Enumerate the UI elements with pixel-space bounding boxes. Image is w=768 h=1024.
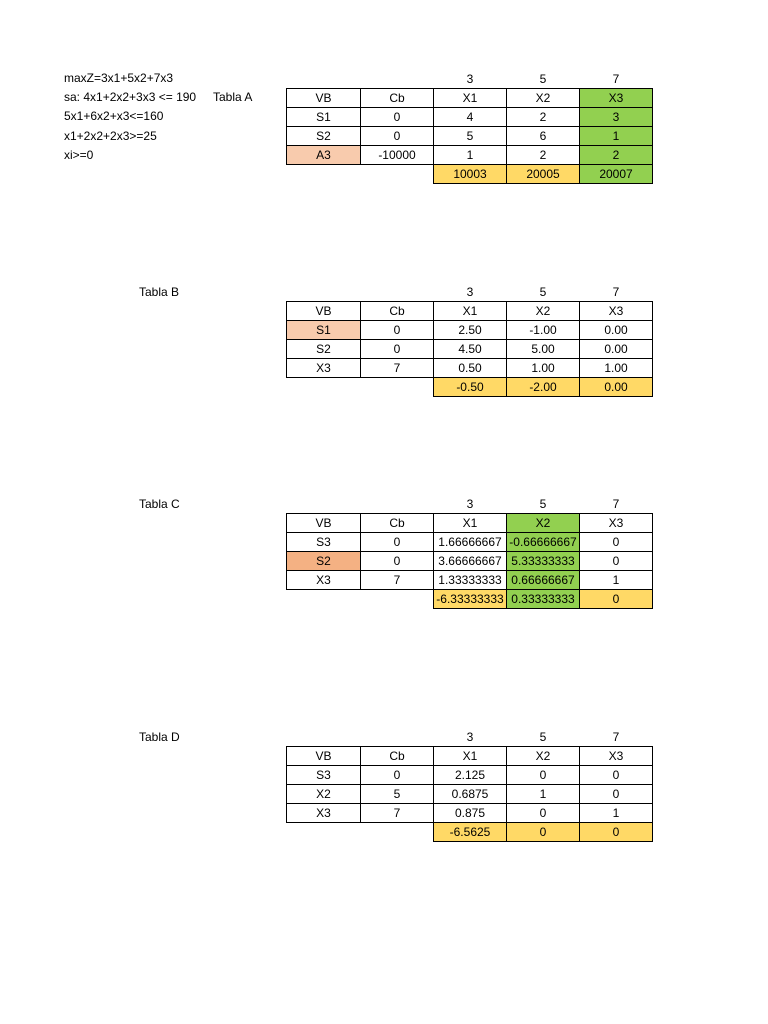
cell: 0 <box>361 766 434 785</box>
header-row <box>287 747 653 766</box>
table-d <box>286 728 653 842</box>
coef-x3: 7 <box>612 72 620 86</box>
cell: 7 <box>361 359 434 378</box>
cell: 2.125 <box>434 766 507 785</box>
table-row <box>287 146 653 165</box>
cell: 3 <box>580 108 653 127</box>
cell: 1 <box>580 127 653 146</box>
z-cell: -2.00 <box>507 378 580 397</box>
z-cell: 20007 <box>580 165 653 184</box>
z-cell: 0 <box>580 823 653 842</box>
cell: 1 <box>434 146 507 165</box>
cell: 0.00 <box>580 321 653 340</box>
cell: S2 <box>287 552 361 571</box>
coef-x2: 5 <box>539 72 547 86</box>
table-row <box>287 127 653 146</box>
cell: 4.50 <box>434 340 507 359</box>
header-row <box>287 89 653 108</box>
cell: 0 <box>361 108 434 127</box>
cell: 7 <box>361 571 434 590</box>
cell: 5 <box>361 785 434 804</box>
cell: 0.66666667 <box>507 571 580 590</box>
cell: X3 <box>287 804 361 823</box>
table-b <box>286 283 653 397</box>
cell: 7 <box>361 804 434 823</box>
cell: X3 <box>287 359 361 378</box>
cell: 0 <box>361 552 434 571</box>
header-x1: X1 <box>434 514 507 533</box>
table-a <box>286 70 653 184</box>
header-x3: X3 <box>580 302 653 321</box>
cell: S1 <box>287 108 361 127</box>
z-cell: -6.5625 <box>434 823 507 842</box>
cell: S1 <box>287 321 361 340</box>
header-x1: X1 <box>434 747 507 766</box>
coef-x3: 7 <box>612 285 620 299</box>
cell: 0 <box>507 766 580 785</box>
header-cb: Cb <box>361 747 434 766</box>
z-row <box>287 590 653 609</box>
table-row <box>287 804 653 823</box>
table-d-title: Tabla D <box>139 730 180 744</box>
z-cell: -0.50 <box>434 378 507 397</box>
coef-x1: 3 <box>466 72 474 86</box>
coef-row <box>287 495 653 514</box>
table-c-title: Tabla C <box>139 497 180 511</box>
cell: X2 <box>287 785 361 804</box>
cell: 4 <box>434 108 507 127</box>
cell: 0 <box>580 785 653 804</box>
z-cell: 20005 <box>507 165 580 184</box>
header-row <box>287 514 653 533</box>
header-x1: X1 <box>434 302 507 321</box>
coef-x1: 3 <box>466 285 474 299</box>
cell: S3 <box>287 533 361 552</box>
cell: 1.00 <box>507 359 580 378</box>
cell: -1.00 <box>507 321 580 340</box>
cell: S3 <box>287 766 361 785</box>
table-row <box>287 321 653 340</box>
coef-x1: 3 <box>466 730 474 744</box>
z-cell: 0 <box>507 823 580 842</box>
table-row <box>287 552 653 571</box>
table-row <box>287 785 653 804</box>
z-row <box>287 378 653 397</box>
cell: 1.33333333 <box>434 571 507 590</box>
table-c <box>286 495 653 609</box>
coef-x2: 5 <box>539 497 547 511</box>
cell: 0 <box>580 766 653 785</box>
cell: 1.66666667 <box>434 533 507 552</box>
cell: 2 <box>507 146 580 165</box>
cell: 0 <box>580 533 653 552</box>
z-cell: 10003 <box>434 165 507 184</box>
table-a-title: Tabla A <box>213 90 253 104</box>
coef-row <box>287 283 653 302</box>
header-row <box>287 302 653 321</box>
table-row <box>287 766 653 785</box>
constraint-3: x1+2x2+2x3>=25 <box>64 129 157 143</box>
cell: 2 <box>507 108 580 127</box>
cell: 0 <box>361 127 434 146</box>
cell: 0 <box>361 340 434 359</box>
cell: 2 <box>580 146 653 165</box>
coef-row <box>287 70 653 89</box>
cell: S2 <box>287 340 361 359</box>
header-x2: X2 <box>507 514 580 533</box>
table-row <box>287 340 653 359</box>
cell: 1 <box>507 785 580 804</box>
header-x3: X3 <box>580 747 653 766</box>
cell: 0 <box>580 552 653 571</box>
coef-x3: 7 <box>612 497 620 511</box>
header-vb: VB <box>287 747 361 766</box>
table-b-title: Tabla B <box>139 285 180 299</box>
constraint-1: sa: 4x1+2x2+3x3 <= 190 <box>64 90 197 104</box>
z-row <box>287 165 653 184</box>
z-cell: 0 <box>580 590 653 609</box>
cell: 5 <box>434 127 507 146</box>
coef-x2: 5 <box>539 730 547 744</box>
coef-row <box>287 728 653 747</box>
coef-x2: 5 <box>539 285 547 299</box>
z-cell: 0.00 <box>580 378 653 397</box>
header-x3: X3 <box>580 89 653 108</box>
table-row <box>287 108 653 127</box>
coef-x1: 3 <box>466 497 474 511</box>
header-x1: X1 <box>434 89 507 108</box>
cell: 1 <box>580 571 653 590</box>
cell: X3 <box>287 571 361 590</box>
coef-x3: 7 <box>612 730 620 744</box>
cell: 5.33333333 <box>507 552 580 571</box>
cell: -0.66666667 <box>507 533 580 552</box>
header-vb: VB <box>287 514 361 533</box>
constraint-2: 5x1+6x2+x3<=160 <box>64 109 164 123</box>
cell: 0 <box>361 533 434 552</box>
cell: 6 <box>507 127 580 146</box>
z-cell: -6.33333333 <box>434 590 507 609</box>
cell: 0.875 <box>434 804 507 823</box>
header-vb: VB <box>287 302 361 321</box>
cell: 1 <box>580 804 653 823</box>
header-cb: Cb <box>361 89 434 108</box>
cell: 2.50 <box>434 321 507 340</box>
cell: 3.66666667 <box>434 552 507 571</box>
cell: 0.50 <box>434 359 507 378</box>
header-x2: X2 <box>507 747 580 766</box>
cell: A3 <box>287 146 361 165</box>
cell: S2 <box>287 127 361 146</box>
non-negativity: xi>=0 <box>64 148 94 162</box>
header-cb: Cb <box>361 302 434 321</box>
header-vb: VB <box>287 89 361 108</box>
table-row <box>287 571 653 590</box>
header-x3: X3 <box>580 514 653 533</box>
objective-function: maxZ=3x1+5x2+7x3 <box>64 71 174 85</box>
cell: 0 <box>507 804 580 823</box>
cell: 1.00 <box>580 359 653 378</box>
header-x2: X2 <box>507 89 580 108</box>
cell: 0.6875 <box>434 785 507 804</box>
cell: 0 <box>361 321 434 340</box>
cell: 5.00 <box>507 340 580 359</box>
cell: 0.00 <box>580 340 653 359</box>
z-cell: 0.33333333 <box>507 590 580 609</box>
header-cb: Cb <box>361 514 434 533</box>
table-row <box>287 359 653 378</box>
header-x2: X2 <box>507 302 580 321</box>
table-row <box>287 533 653 552</box>
cell: -10000 <box>361 146 434 165</box>
z-row <box>287 823 653 842</box>
